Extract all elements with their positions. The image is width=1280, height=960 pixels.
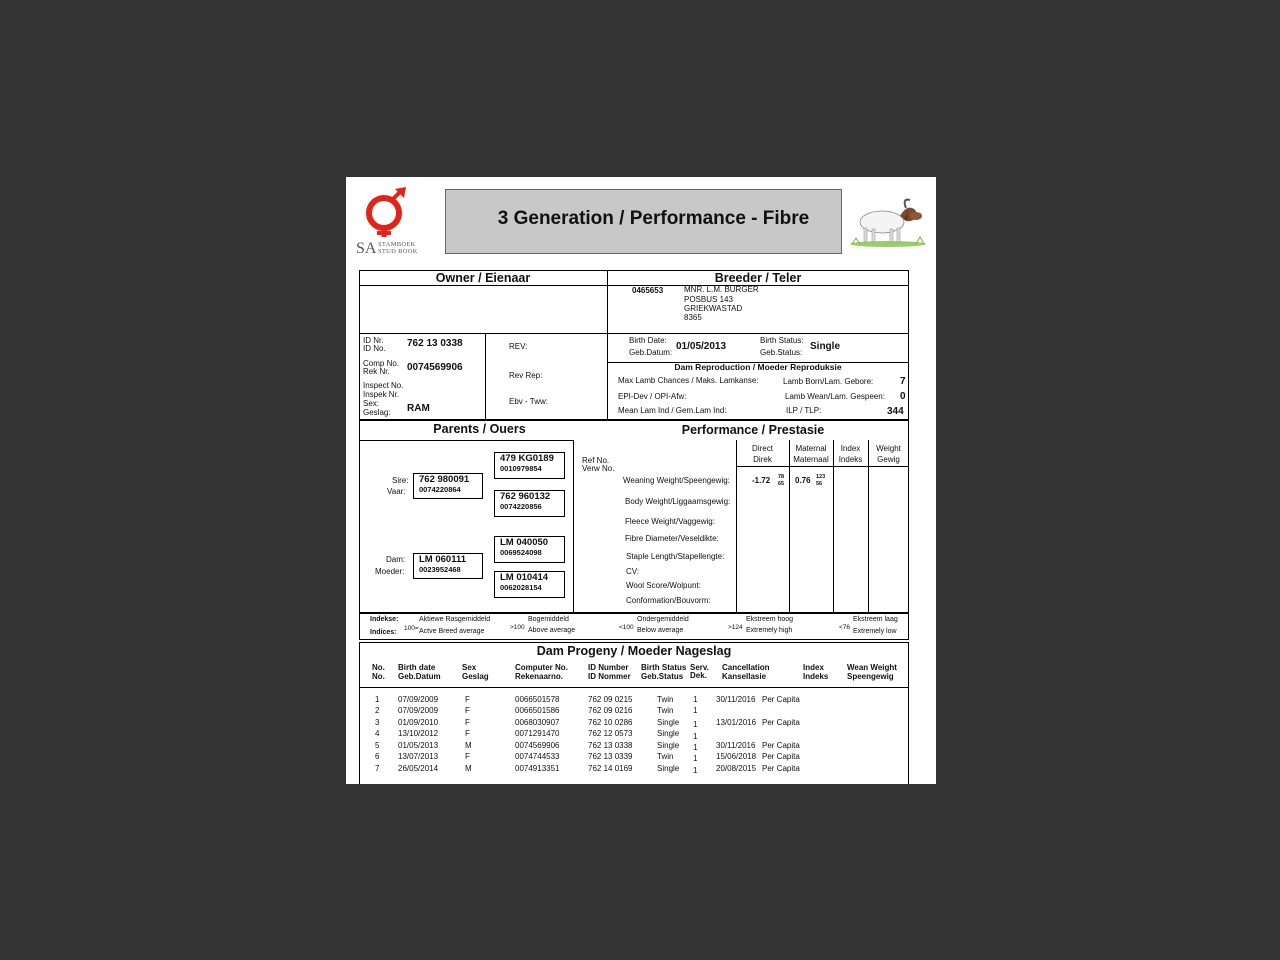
sex-label-1: Sex: bbox=[363, 399, 380, 408]
cell-no: 3 bbox=[375, 718, 380, 727]
dam-dam-box bbox=[494, 571, 565, 598]
legend-4-val: >124 bbox=[728, 624, 743, 631]
cell-birth-status: Single bbox=[657, 718, 680, 727]
lamb-born-value: 7 bbox=[900, 376, 906, 387]
breeder-address-2: POSBUS 143 bbox=[684, 295, 733, 304]
legend-1-en: Actve Breed average bbox=[419, 628, 485, 635]
col-weight-2: Gewig bbox=[877, 455, 900, 464]
cell-no: 5 bbox=[375, 741, 380, 750]
max-lamb-label: Max Lamb Chances / Maks. Lamkanse: bbox=[618, 376, 759, 385]
breeder-address-1: MNR. L.M. BURGER bbox=[684, 285, 759, 294]
progeny-heading: Dam Progeny / Moeder Nageslag bbox=[536, 644, 732, 658]
id-value: 762 13 0338 bbox=[407, 338, 463, 349]
cell-cancel-date: 13/01/2016 bbox=[716, 718, 757, 727]
sire-sire-comp: 0010979854 bbox=[500, 464, 542, 473]
logo-line-2: STUD BOOK bbox=[378, 248, 418, 255]
birth-status-value: Single bbox=[810, 341, 841, 352]
cell-id-number: 762 13 0338 bbox=[588, 741, 633, 750]
trait-fibre-diameter: Fibre Diameter/Veseldikte: bbox=[625, 534, 719, 543]
cell-computer-no: 0066501586 bbox=[515, 706, 560, 715]
comp-label-1: Comp No. bbox=[363, 359, 400, 368]
dam-id: LM 060111 bbox=[419, 554, 467, 565]
dam-sire-comp: 0069524098 bbox=[500, 548, 542, 557]
birth-date-label-1: Birth Date: bbox=[629, 336, 667, 345]
sire-label-2: Vaar: bbox=[387, 487, 406, 496]
cell-serv: 1 bbox=[693, 720, 698, 729]
breeder-address-3: GRIEKWASTAD bbox=[684, 304, 743, 313]
legend-4-en: Extremely high bbox=[746, 627, 793, 634]
cell-cancel-date: 20/08/2015 bbox=[716, 764, 757, 773]
dam-label-2: Moeder: bbox=[375, 567, 405, 576]
legend-2-af: Bogemiddeld bbox=[528, 616, 569, 623]
page-title: 3 Generation / Performance - Fibre bbox=[497, 208, 810, 229]
logo bbox=[354, 185, 426, 257]
legend-4-af: Ekstreem hoog bbox=[746, 616, 794, 623]
header-id-number-1: ID Number bbox=[588, 663, 629, 672]
cell-birth-status: Twin bbox=[657, 706, 674, 715]
sire-dam-id: 762 960132 bbox=[500, 491, 551, 502]
cell-cancel-date: 15/06/2018 bbox=[716, 752, 757, 761]
inspect-label-1: Inspect No. bbox=[363, 381, 404, 390]
trait-wool-score: Wool Score/Wolpunt: bbox=[626, 581, 701, 590]
cell-birth-date: 13/10/2012 bbox=[398, 729, 439, 738]
ilp-value: 344 bbox=[887, 406, 904, 417]
legend-3-en: Below average bbox=[637, 627, 684, 634]
rev-label: REV: bbox=[509, 342, 528, 351]
performance-heading: Performance / Prestasie bbox=[681, 423, 825, 437]
cell-cancel-reason: Per Capita bbox=[762, 718, 800, 727]
legend-2-en: Above average bbox=[528, 627, 576, 634]
cell-birth-status: Single bbox=[657, 741, 680, 750]
title-box bbox=[445, 189, 842, 254]
cell-serv: 1 bbox=[693, 732, 698, 741]
cell-sex: F bbox=[465, 695, 470, 704]
cell-cancel-reason: Per Capita bbox=[762, 764, 800, 773]
cell-id-number: 762 09 0216 bbox=[588, 706, 633, 715]
cell-cancel-date: 30/11/2016 bbox=[716, 695, 756, 704]
sire-box bbox=[413, 473, 483, 499]
birth-date-value: 01/05/2013 bbox=[676, 341, 727, 352]
inspect-label-2: Inspek Nr. bbox=[363, 390, 400, 399]
wean-direct-sup-1: 78 bbox=[778, 474, 785, 480]
sire-id: 762 980091 bbox=[419, 474, 470, 485]
comp-value: 0074569906 bbox=[407, 362, 463, 373]
cell-cancel-reason: Per Capita bbox=[762, 752, 800, 761]
header-birth-status-2: Geb.Status bbox=[641, 672, 684, 681]
cell-sex: F bbox=[465, 752, 470, 761]
cell-id-number: 762 09 0215 bbox=[588, 695, 633, 704]
cell-id-number: 762 12 0573 bbox=[588, 729, 633, 738]
trait-weaning-weight: Weaning Weight/Speengewig: bbox=[623, 476, 730, 485]
logo-mark: SA bbox=[356, 240, 377, 257]
col-index-2: Indeks bbox=[838, 455, 863, 464]
sire-comp: 0074220864 bbox=[419, 485, 461, 494]
legend-5-val: <76 bbox=[839, 624, 851, 631]
cell-computer-no: 0066501578 bbox=[515, 695, 560, 704]
epi-label: EPI-Dev / OPI-Afw: bbox=[618, 392, 687, 401]
sire-label-1: Sire: bbox=[392, 476, 409, 485]
header-wean-weight-1: Wean Weight bbox=[847, 663, 897, 672]
header-wean-weight-2: Speengewig bbox=[847, 672, 894, 681]
header-no-2: No. bbox=[372, 672, 385, 681]
lamb-wean-value: 0 bbox=[900, 391, 906, 402]
cell-computer-no: 0074569906 bbox=[515, 741, 560, 750]
certificate-page bbox=[346, 177, 936, 784]
cell-birth-date: 07/09/2009 bbox=[398, 695, 439, 704]
cell-serv: 1 bbox=[693, 754, 698, 763]
header-birth-date-2: Geb.Datum bbox=[398, 672, 441, 681]
cell-serv: 1 bbox=[693, 766, 698, 775]
trait-staple-length: Staple Length/Stapellengte: bbox=[626, 552, 725, 561]
legend-5-af: Ekstreem laag bbox=[853, 616, 898, 623]
id-label-2: ID No. bbox=[363, 344, 386, 353]
header-birth-status-1: Birth Status bbox=[641, 663, 687, 672]
header-sex-1: Sex bbox=[462, 663, 477, 672]
legend-indekse: Indekse: bbox=[370, 616, 399, 623]
cell-birth-date: 01/09/2010 bbox=[398, 718, 439, 727]
header-computer-no-1: Computer No. bbox=[515, 663, 568, 672]
legend-5-en: Extremely low bbox=[853, 628, 897, 635]
cell-id-number: 762 14 0169 bbox=[588, 764, 633, 773]
cell-cancel-reason: Per Capita bbox=[762, 741, 800, 750]
col-maternal-2: Maternaal bbox=[793, 455, 829, 464]
owner-heading: Owner / Eienaar bbox=[435, 271, 531, 285]
cell-sex: M bbox=[465, 764, 472, 773]
legend-1-af: Aktiewe Rasgemiddeld bbox=[419, 616, 491, 623]
breeder-number: 0465653 bbox=[632, 286, 664, 295]
dam-sire-box bbox=[494, 536, 565, 563]
sire-dam-comp: 0074220856 bbox=[500, 502, 542, 511]
cell-serv: 1 bbox=[693, 706, 698, 715]
wean-direct-sup-2: 65 bbox=[778, 481, 785, 487]
cell-sex: M bbox=[465, 741, 472, 750]
wean-maternal-sup-2: 56 bbox=[816, 481, 823, 487]
goat-picture bbox=[846, 192, 930, 248]
comp-label-2: Rek Nr. bbox=[363, 367, 390, 376]
trait-fleece-weight: Fleece Weight/Vaggewig: bbox=[625, 517, 715, 526]
cell-computer-no: 0068030907 bbox=[515, 718, 560, 727]
rev-rep-label: Rev Rep: bbox=[509, 371, 543, 380]
cell-id-number: 762 13 0339 bbox=[588, 752, 633, 761]
col-maternal-1: Maternal bbox=[795, 444, 827, 453]
cell-sex: F bbox=[465, 729, 470, 738]
cell-no: 6 bbox=[375, 752, 380, 761]
trait-cv: CV: bbox=[626, 567, 640, 576]
header-serv-1: Serv. bbox=[690, 663, 709, 672]
dam-repro-heading: Dam Reproduction / Moeder Reproduksie bbox=[674, 362, 842, 372]
header-index-1: Index bbox=[803, 663, 824, 672]
sire-sire-id: 479 KG0189 bbox=[500, 453, 554, 464]
cell-birth-status: Twin bbox=[657, 752, 674, 761]
cell-no: 2 bbox=[375, 706, 380, 715]
dam-comp: 0023952468 bbox=[419, 565, 461, 574]
legend-2-val: >100 bbox=[510, 624, 525, 631]
cell-id-number: 762 10 0286 bbox=[588, 718, 633, 727]
trait-body-weight: Body Weight/Liggaamsgewig: bbox=[625, 497, 731, 506]
header-birth-date-1: Birth date bbox=[398, 663, 436, 672]
cell-birth-status: Twin bbox=[657, 695, 674, 704]
lamb-born-label: Lamb Born/Lam. Gebore: bbox=[783, 377, 874, 386]
ref-label-1: Ref No. bbox=[582, 456, 610, 465]
mean-lam-label: Mean Lam Ind / Gem.Lam Ind: bbox=[618, 406, 727, 415]
cell-birth-date: 13/07/2013 bbox=[398, 752, 439, 761]
cell-birth-date: 07/09/2009 bbox=[398, 706, 439, 715]
header-sex-2: Geslag bbox=[462, 672, 489, 681]
sex-label-2: Geslag: bbox=[363, 408, 391, 417]
header-no-1: No. bbox=[372, 663, 385, 672]
wean-maternal-sup-1: 123 bbox=[816, 474, 826, 480]
col-index-1: Index bbox=[840, 444, 861, 453]
parents-heading: Parents / Ouers bbox=[433, 422, 526, 436]
header-cancellation-2: Kansellasie bbox=[722, 672, 767, 681]
dam-label-1: Dam: bbox=[386, 555, 406, 564]
cell-no: 4 bbox=[375, 729, 380, 738]
birth-status-label-1: Birth Status: bbox=[760, 336, 804, 345]
ilp-label: ILP / TLP: bbox=[786, 406, 822, 415]
sire-sire-box bbox=[494, 452, 565, 479]
dam-box bbox=[413, 553, 483, 579]
ebv-label: Ebv - Tww: bbox=[509, 397, 548, 406]
breeder-heading: Breeder / Teler bbox=[714, 271, 802, 285]
cell-serv: 1 bbox=[693, 695, 698, 704]
cell-birth-status: Single bbox=[657, 729, 680, 738]
legend-indices: Indices: bbox=[370, 629, 397, 636]
sex-value: RAM bbox=[407, 403, 430, 414]
cell-serv: 1 bbox=[693, 743, 698, 752]
cell-no: 7 bbox=[375, 764, 380, 773]
col-direct-1: Direct bbox=[752, 444, 773, 453]
id-label-1: ID Nr. bbox=[363, 336, 384, 345]
wean-maternal-value: 0.76 bbox=[795, 476, 811, 485]
ref-label-2: Verw No. bbox=[582, 464, 615, 473]
cell-cancel-date: 30/11/2016 bbox=[716, 741, 756, 750]
cell-cancel-reason: Per Capita bbox=[762, 695, 800, 704]
cell-no: 1 bbox=[375, 695, 380, 704]
dam-sire-id: LM 040050 bbox=[500, 537, 549, 548]
cell-computer-no: 0074744533 bbox=[515, 752, 560, 761]
legend-3-val: <100 bbox=[619, 624, 634, 631]
cell-sex: F bbox=[465, 718, 470, 727]
col-direct-2: Direk bbox=[753, 455, 772, 464]
header-serv-2: Dek. bbox=[690, 671, 707, 680]
header-index-2: Indeks bbox=[803, 672, 829, 681]
lamb-wean-label: Lamb Wean/Lam. Gespeen: bbox=[785, 392, 885, 401]
dam-dam-comp: 0062028154 bbox=[500, 583, 542, 592]
cell-sex: F bbox=[465, 706, 470, 715]
logo-line-1: STAMBOEK bbox=[378, 241, 416, 248]
legend-3-af: Ondergemiddeld bbox=[637, 616, 689, 623]
cell-birth-date: 01/05/2013 bbox=[398, 741, 439, 750]
progeny-box bbox=[359, 642, 909, 784]
breeder-address-4: 8365 bbox=[684, 313, 702, 322]
cell-birth-status: Single bbox=[657, 764, 680, 773]
header-computer-no-2: Rekenaarno. bbox=[515, 672, 564, 681]
cell-computer-no: 0071291470 bbox=[515, 729, 560, 738]
header-cancellation-1: Cancellation bbox=[722, 663, 770, 672]
wean-direct-value: -1.72 bbox=[752, 476, 771, 485]
col-weight-1: Weight bbox=[876, 444, 901, 453]
dam-dam-id: LM 010414 bbox=[500, 572, 549, 583]
cell-computer-no: 0074913351 bbox=[515, 764, 560, 773]
legend-1-val: 100= bbox=[404, 625, 419, 632]
sire-dam-box bbox=[494, 490, 565, 517]
birth-date-label-2: Geb.Datum: bbox=[629, 348, 673, 357]
cell-birth-date: 26/05/2014 bbox=[398, 764, 439, 773]
birth-status-label-2: Geb.Status: bbox=[760, 348, 803, 357]
gender-symbol-icon bbox=[362, 187, 410, 239]
trait-conformation: Conformation/Bouvorm: bbox=[626, 596, 711, 605]
header-id-number-2: ID Nommer bbox=[588, 672, 631, 681]
